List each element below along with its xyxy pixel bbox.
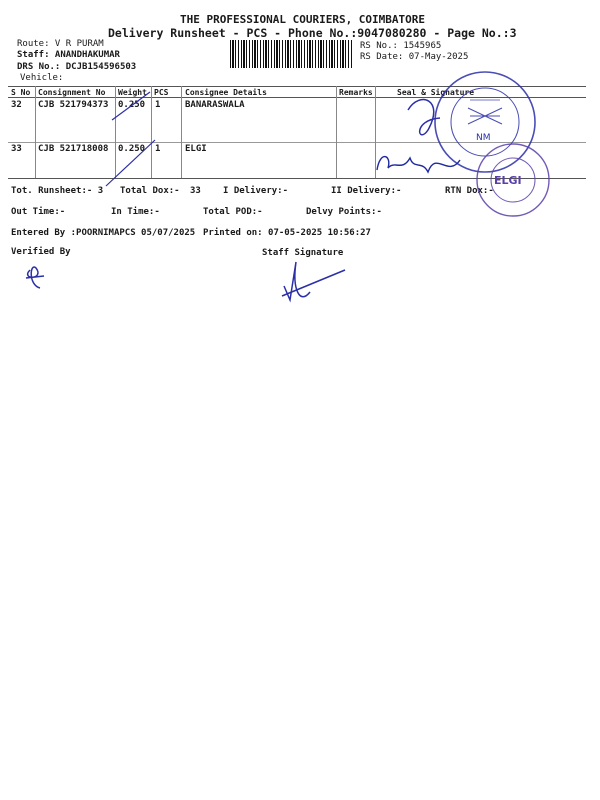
col-header-weight: Weight <box>118 88 147 97</box>
verified-by-label: Verified By <box>11 247 71 257</box>
delvy-points: Delvy Points:- <box>306 207 382 217</box>
table-row-weight: 0.250 <box>118 144 146 154</box>
in-time: In Time:- <box>111 207 160 217</box>
table-row-pcs: 1 <box>155 144 161 154</box>
col-header-remarks: Remarks <box>339 88 373 97</box>
entered-by: Entered By :POORNIMAPCS 05/07/2025 <box>11 228 196 238</box>
out-time: Out Time:- <box>11 207 66 217</box>
seal-inner-mark: NM <box>476 133 491 143</box>
vehicle-label: Vehicle: <box>20 73 64 83</box>
staff-signature <box>282 262 345 300</box>
printed-on: Printed on: 07-05-2025 10:56:27 <box>203 228 371 238</box>
verified-by-initials <box>26 267 44 288</box>
col-header-consignee: Consignee Details <box>185 88 267 97</box>
total-dox-value: 33 <box>190 186 201 196</box>
drs-number: DRS No.: DCJB154596503 <box>17 62 137 72</box>
col-header-sno: S No <box>11 88 31 97</box>
runsheet-subtitle: Delivery Runsheet - PCS - Phone No.:9047080280 - Page No.:3 <box>108 26 517 40</box>
route-label: Route: V R PURAM <box>17 39 104 49</box>
table-row-consignment: CJB 521718008 <box>38 144 109 154</box>
col-header-pcs: PCS <box>154 88 169 97</box>
tick-mark <box>106 140 155 186</box>
table-row-sno: 32 <box>11 100 22 110</box>
col-header-seal: Seal & Signature <box>397 88 475 97</box>
rs-number: RS No.: 1545965 <box>360 41 442 51</box>
ii-delivery: II Delivery:- <box>331 186 402 196</box>
i-delivery: I Delivery:- <box>223 186 289 196</box>
total-pod: Total POD:- <box>203 207 263 217</box>
consignee-signature <box>377 157 460 172</box>
table-row-weight: 0.250 <box>118 100 146 110</box>
table-row-sno: 33 <box>11 144 22 154</box>
rs-date: RS Date: 07-May-2025 <box>360 52 469 62</box>
company-title: THE PROFESSIONAL COURIERS, COIMBATORE <box>180 13 426 26</box>
staff-signature-label: Staff Signature <box>262 248 344 258</box>
table-row-consignee: BANARASWALA <box>185 100 245 110</box>
table-row-pcs: 1 <box>155 100 161 110</box>
table-row-consignment: CJB 521794373 <box>38 100 109 110</box>
total-dox-label: Total Dox:- <box>120 186 180 196</box>
col-header-consignment: Consignment No <box>38 88 106 97</box>
tick-mark <box>112 92 150 120</box>
table-row-consignee: ELGI <box>185 144 207 154</box>
tot-runsheet: Tot. Runsheet:- 3 <box>11 186 104 196</box>
staff-label: Staff: ANANDHAKUMAR <box>17 50 120 60</box>
rtn-dox: RTN Dox:- <box>445 186 494 196</box>
elgi-stamp-label: ELGI <box>494 174 522 187</box>
